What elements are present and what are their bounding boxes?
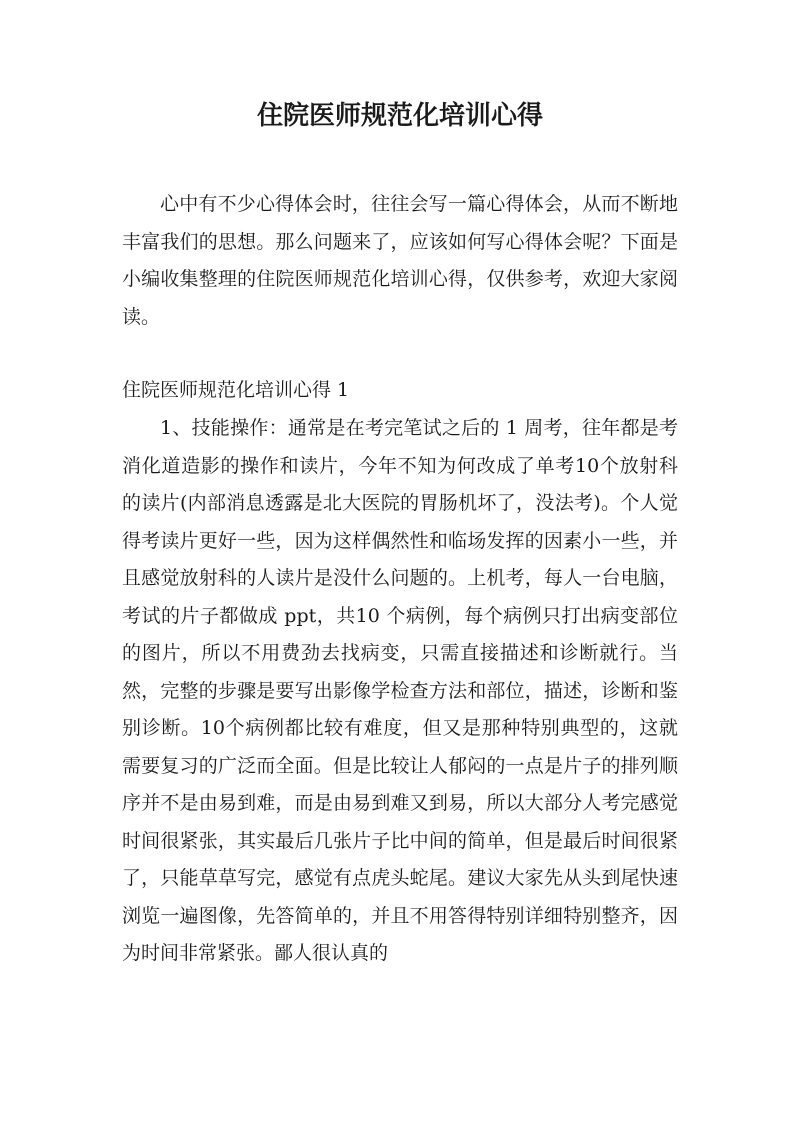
document-title: 住院医师规范化培训心得	[256, 101, 543, 131]
section-heading: 住院医师规范化培训心得 1	[122, 379, 350, 401]
body-paragraph: 1、技能操作：通常是在考完笔试之后的 1 周考，往年都是考消化道造影的操作和读片，今年不知为何改成了单考10个放射科的读片(内部消息透露是北大医院的胃肠机坏了，没法考)。个人觉得考读片更好一些，因为这样偶然性和临场发挥的因素小一些，并且感觉放射科的人读片是没什么问题的。上机考，每人一台电脑，考试的片子都做成 ppt，共10 个病例，每个病例只打出病变部位的图片，所以不用费劲去找病变，只需直接描述和诊断就行。当然，完整的步骤是要写出影像学检查方法和部位，描述，诊断和鉴别诊断。10个病例都比较有难度，但又是那种特别典型的，这就需要复习的广泛而全面。但是比较让人郁闷的一点是片子的排列顺序并不是由易到难，而是由易到难又到易，所以大部分人考完感觉时间很紧张，其实最后几张片子比中间的简单，但是最后时间很紧了，只能草草写完，感觉有点虎头蛇尾。建议大家先从头到尾快速浏览一遍图像，先答简单的，并且不用答得特别详细特别整齐，因为时间非常紧张。鄙人很认真的	[122, 417, 678, 964]
intro-paragraph: 心中有不少心得体会时，往往会写一篇心得体会，从而不断地丰富我们的思想。那么问题来了，应该如何写心得体会呢？下面是小编收集整理的住院医师规范化培训心得，仅供参考，欢迎大家阅读。	[122, 193, 678, 328]
